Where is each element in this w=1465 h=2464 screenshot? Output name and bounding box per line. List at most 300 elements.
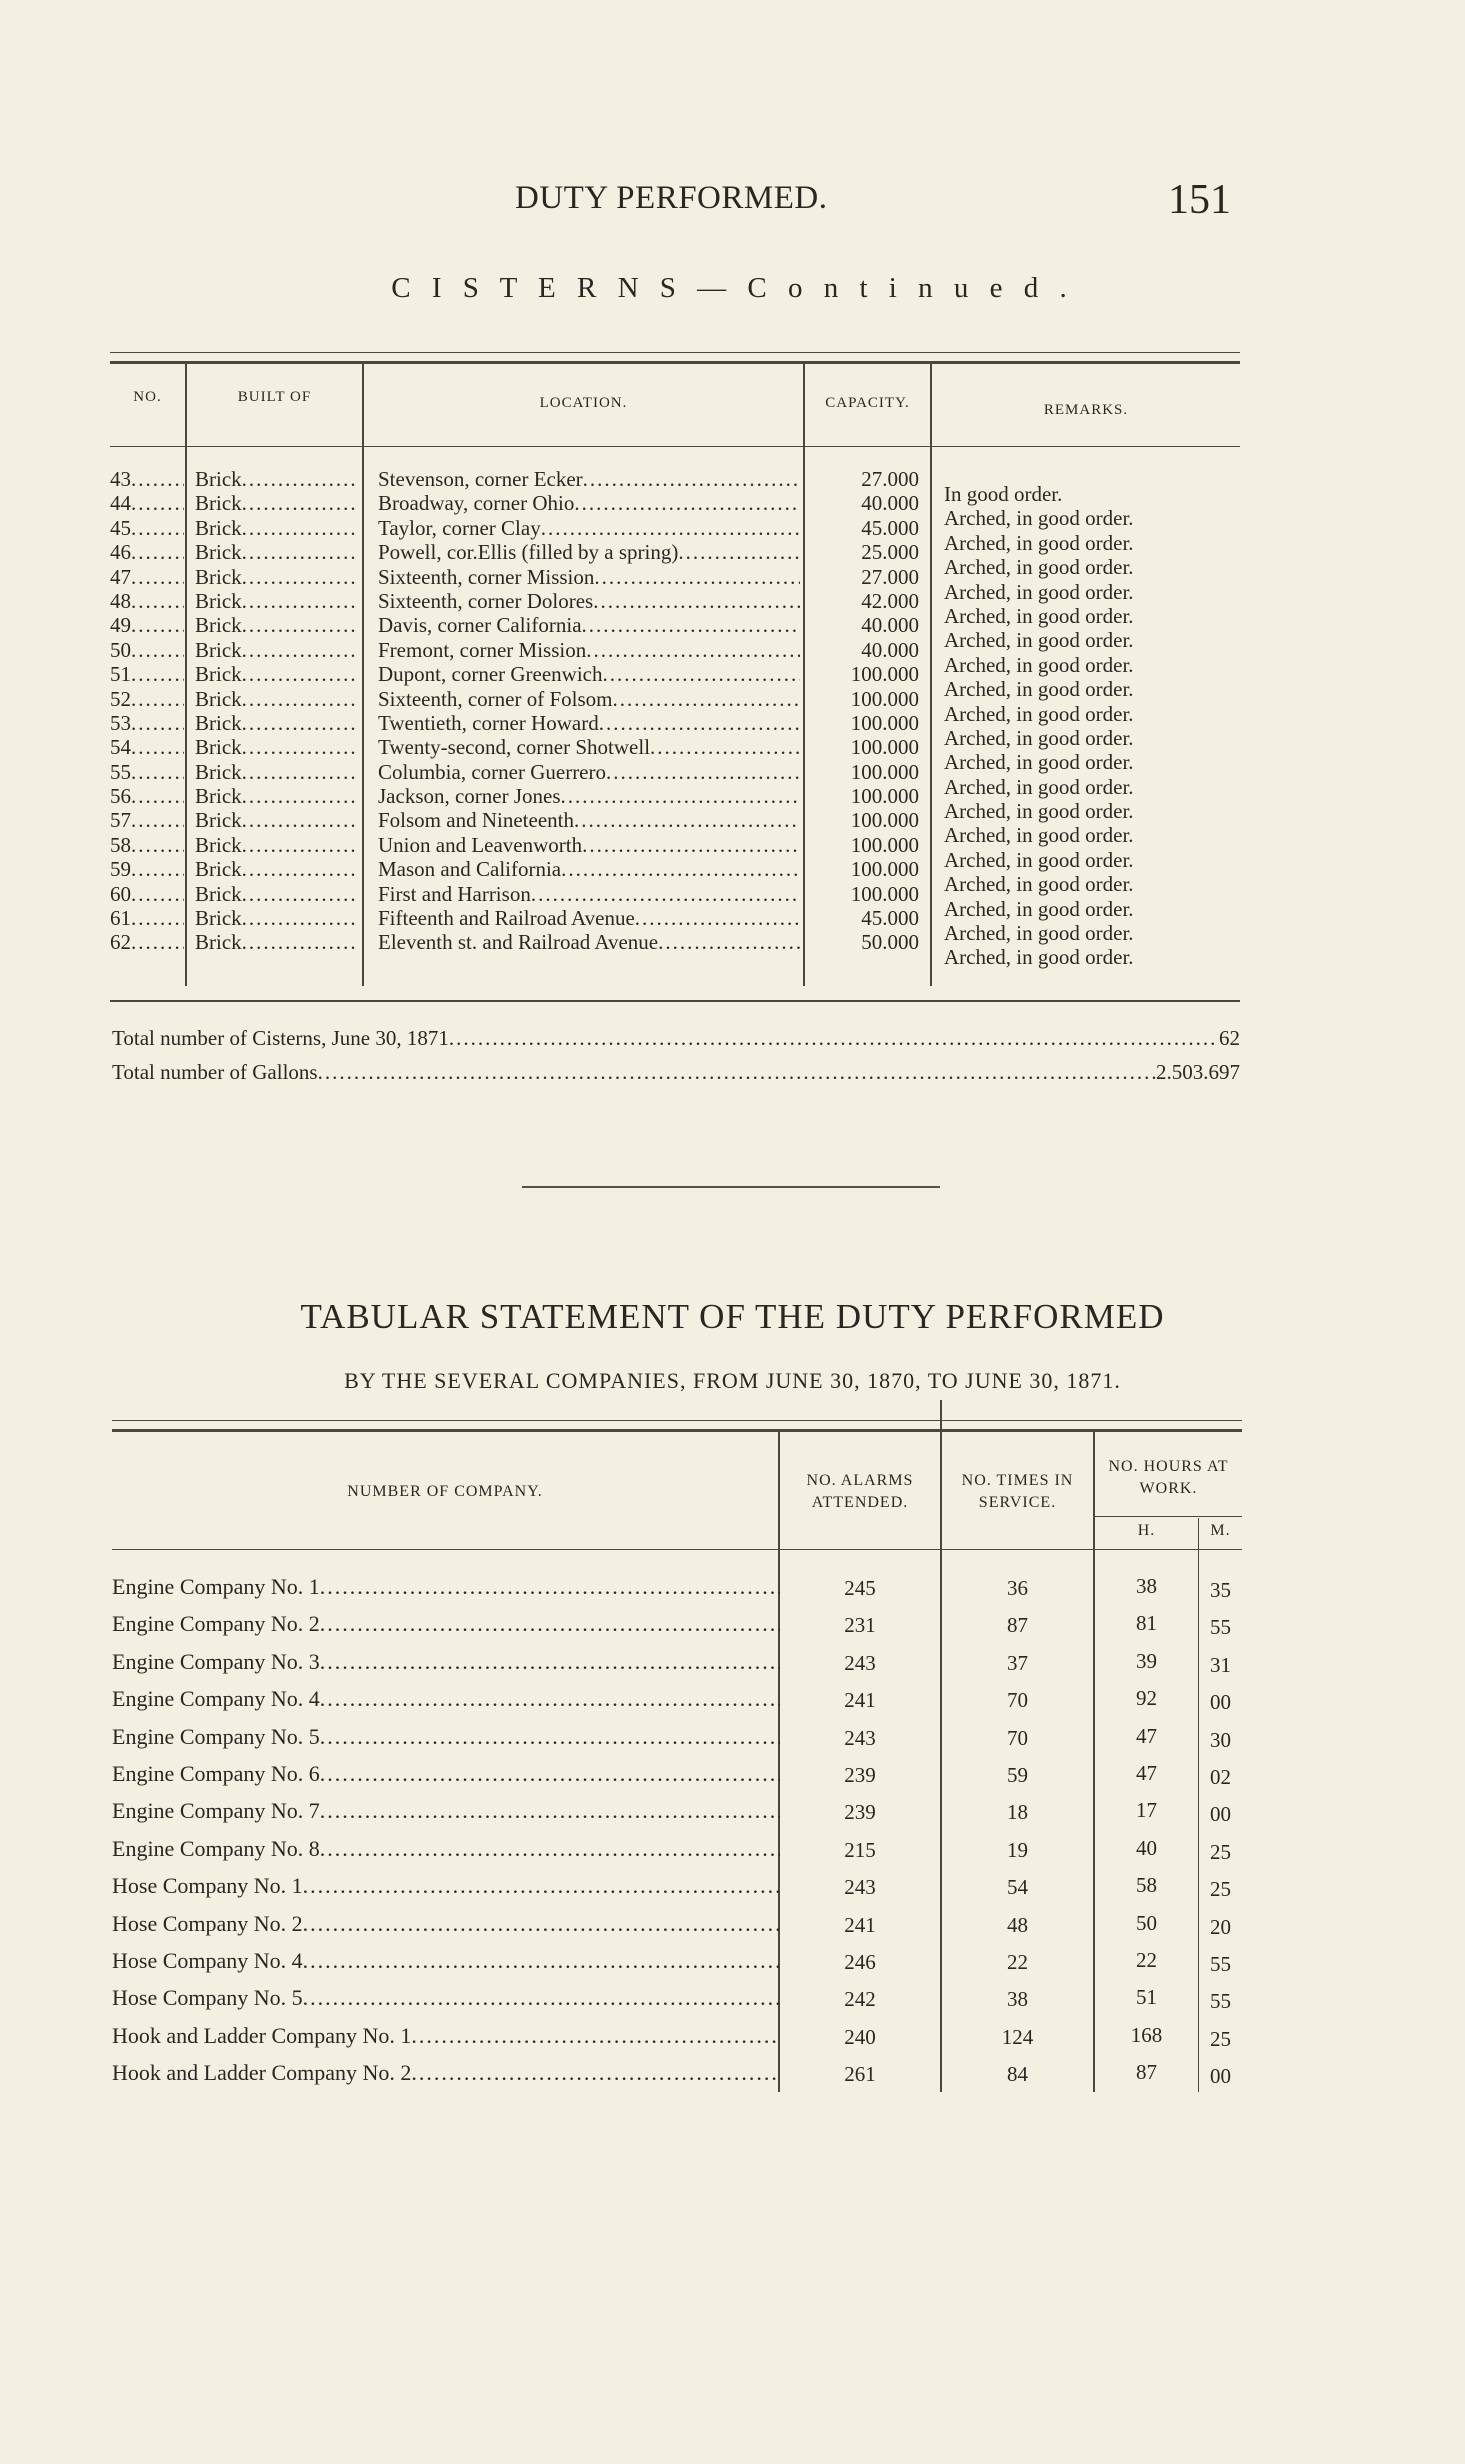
cistern-no-text: 62 bbox=[110, 930, 131, 955]
cistern-built-of bbox=[195, 711, 357, 735]
leader-dots bbox=[131, 882, 184, 906]
leader-dots bbox=[131, 857, 184, 881]
table-rule bbox=[110, 352, 1240, 353]
company-name bbox=[112, 1643, 780, 1680]
cistern-no bbox=[110, 638, 184, 662]
alarms-column bbox=[780, 1570, 940, 2093]
running-head-title: DUTY PERFORMED. bbox=[515, 180, 828, 216]
cistern-no bbox=[110, 613, 184, 637]
hours-at-work: 87 bbox=[1136, 2060, 1157, 2085]
hours-column bbox=[1095, 1568, 1198, 2091]
company-name-text: Hose Company No. 5 bbox=[112, 1985, 303, 2011]
header-company: NUMBER OF COMPANY. bbox=[347, 1483, 543, 1500]
cistern-capacity: 100.000 bbox=[850, 881, 919, 906]
leader-dots bbox=[320, 1680, 780, 1717]
company-name bbox=[112, 1718, 780, 1755]
table-rule bbox=[1095, 1516, 1242, 1517]
minutes-at-work: 00 bbox=[1210, 2064, 1231, 2089]
company-name bbox=[112, 2054, 780, 2091]
cistern-no bbox=[110, 882, 184, 906]
cistern-built-of-text: Brick bbox=[195, 564, 242, 589]
duty-title: TABULAR STATEMENT OF THE DUTY PERFORMED bbox=[300, 1297, 1165, 1336]
cistern-no-text: 50 bbox=[110, 637, 131, 662]
cistern-location bbox=[378, 540, 800, 564]
leader-dots bbox=[242, 808, 357, 832]
leader-dots bbox=[131, 491, 184, 515]
leader-dots bbox=[131, 735, 184, 759]
hours-at-work: 38 bbox=[1136, 1574, 1157, 1598]
company-name-text: Hose Company No. 1 bbox=[112, 1873, 303, 1899]
cistern-remarks: Arched, in good order. bbox=[944, 823, 1134, 848]
minutes-at-work: 55 bbox=[1210, 1951, 1231, 1976]
leader-dots bbox=[242, 930, 357, 954]
hours-at-work: 40 bbox=[1136, 1835, 1157, 1860]
leader-dots bbox=[318, 1060, 1156, 1085]
leader-dots bbox=[242, 735, 357, 759]
built-of-column bbox=[195, 467, 357, 955]
cistern-remarks: Arched, in good order. bbox=[944, 725, 1134, 750]
leader-dots bbox=[603, 662, 801, 686]
cistern-capacity: 100.000 bbox=[850, 759, 919, 784]
cistern-built-of-text: Brick bbox=[195, 467, 242, 491]
leader-dots bbox=[131, 711, 184, 735]
header-capacity: CAPACITY. bbox=[825, 395, 910, 411]
cistern-capacity: 40.000 bbox=[861, 613, 919, 638]
cistern-built-of bbox=[195, 467, 357, 491]
company-name bbox=[112, 1905, 780, 1942]
cistern-no bbox=[110, 857, 184, 881]
cistern-location-text: Powell, cor.Ellis (filled by a spring) bbox=[378, 540, 679, 565]
company-name-text: Hose Company No. 2 bbox=[112, 1910, 303, 1936]
cistern-built-of-text: Brick bbox=[195, 613, 242, 638]
times-in-service: 84 bbox=[1007, 2062, 1028, 2087]
location-column bbox=[378, 467, 800, 955]
company-name-text: Engine Company No. 2 bbox=[112, 1611, 320, 1637]
header-no: NO. bbox=[133, 389, 162, 405]
leader-dots bbox=[242, 638, 357, 662]
column-rule bbox=[803, 362, 805, 986]
leader-dots bbox=[131, 516, 184, 540]
cistern-no bbox=[110, 516, 184, 540]
table-rule bbox=[110, 361, 1240, 364]
header-hours: NO. HOURS AT WORK. bbox=[1108, 1458, 1229, 1497]
leader-dots bbox=[574, 491, 800, 515]
cistern-built-of bbox=[195, 638, 357, 662]
leader-dots bbox=[131, 467, 184, 491]
cistern-built-of-text: Brick bbox=[195, 808, 242, 833]
cistern-built-of bbox=[195, 613, 357, 637]
leader-dots bbox=[606, 760, 800, 784]
minutes-at-work: 00 bbox=[1210, 1690, 1231, 1715]
cistern-built-of-text: Brick bbox=[195, 686, 242, 711]
cistern-location bbox=[378, 906, 800, 930]
leader-dots bbox=[586, 638, 800, 662]
cistern-built-of-text: Brick bbox=[195, 906, 242, 931]
header-alarms: NO. ALARMS ATTENDED. bbox=[806, 1472, 914, 1511]
cistern-remarks: Arched, in good order. bbox=[944, 652, 1134, 677]
cistern-remarks: Arched, in good order. bbox=[944, 847, 1134, 872]
cistern-remarks: Arched, in good order. bbox=[944, 555, 1134, 580]
cistern-capacity: 42.000 bbox=[861, 588, 919, 613]
cistern-location bbox=[378, 857, 800, 881]
cistern-location-text: Sixteenth, corner of Folsom bbox=[378, 686, 613, 711]
cistern-built-of bbox=[195, 760, 357, 784]
hours-at-work: 17 bbox=[1136, 1798, 1157, 1823]
company-name bbox=[112, 1605, 780, 1642]
leader-dots bbox=[242, 906, 357, 930]
alarms-attended: 246 bbox=[844, 1949, 876, 1974]
leader-dots bbox=[593, 589, 800, 613]
cistern-no bbox=[110, 589, 184, 613]
leader-dots bbox=[658, 930, 800, 954]
times-in-service: 48 bbox=[1007, 1912, 1028, 1937]
cistern-built-of-text: Brick bbox=[195, 832, 242, 857]
cistern-capacity: 100.000 bbox=[850, 808, 919, 833]
hours-at-work: 22 bbox=[1136, 1947, 1157, 1972]
leader-dots bbox=[242, 467, 357, 491]
leader-dots bbox=[411, 2017, 780, 2054]
cistern-no bbox=[110, 906, 184, 930]
cistern-location-text: Sixteenth, corner Dolores bbox=[378, 588, 594, 613]
cistern-remarks: Arched, in good order. bbox=[944, 750, 1134, 775]
leader-dots bbox=[320, 1755, 780, 1792]
cistern-built-of-text: Brick bbox=[195, 540, 242, 565]
leader-dots bbox=[320, 1792, 780, 1829]
cistern-location-text: Folsom and Nineteenth bbox=[378, 808, 574, 833]
leader-dots bbox=[242, 516, 357, 540]
table-rule bbox=[112, 1429, 1242, 1432]
cistern-built-of bbox=[195, 662, 357, 686]
times-in-service: 36 bbox=[1007, 1576, 1028, 1600]
cistern-no bbox=[110, 565, 184, 589]
total-cisterns-value: 62 bbox=[1219, 1026, 1240, 1050]
total-cisterns bbox=[112, 1026, 1240, 1051]
company-name-text: Engine Company No. 8 bbox=[112, 1835, 320, 1861]
section-divider bbox=[522, 1186, 940, 1188]
cistern-remarks: Arched, in good order. bbox=[944, 921, 1134, 946]
cistern-built-of bbox=[195, 491, 357, 515]
cistern-no bbox=[110, 784, 184, 808]
table-rule bbox=[112, 1420, 1242, 1421]
column-rule bbox=[930, 362, 932, 986]
leader-dots bbox=[320, 1568, 780, 1605]
alarms-attended: 243 bbox=[844, 1875, 876, 1900]
duty-subtitle: BY THE SEVERAL COMPANIES, FROM JUNE 30, 1870, TO JUNE 30, 1871. bbox=[344, 1368, 1121, 1393]
leader-dots bbox=[131, 638, 184, 662]
leader-dots bbox=[242, 491, 357, 515]
company-name bbox=[112, 1568, 780, 1605]
cistern-remarks: Arched, in good order. bbox=[944, 506, 1134, 531]
alarms-attended: 239 bbox=[844, 1800, 876, 1825]
cistern-no bbox=[110, 662, 184, 686]
leader-dots bbox=[131, 589, 184, 613]
leader-dots bbox=[131, 565, 184, 589]
leader-dots bbox=[131, 833, 184, 857]
company-name bbox=[112, 1680, 780, 1717]
cistern-no bbox=[110, 930, 184, 954]
cistern-location bbox=[378, 882, 800, 906]
cistern-location-text: Stevenson, corner Ecker bbox=[378, 467, 583, 491]
times-in-service: 87 bbox=[1007, 1613, 1028, 1638]
leader-dots bbox=[531, 882, 800, 906]
cistern-no-text: 56 bbox=[110, 784, 131, 809]
cistern-no-text: 53 bbox=[110, 710, 131, 735]
alarms-attended: 239 bbox=[844, 1762, 876, 1787]
cistern-capacity: 100.000 bbox=[850, 857, 919, 882]
cistern-built-of bbox=[195, 589, 357, 613]
cistern-capacity: 100.000 bbox=[850, 686, 919, 711]
cistern-location-text: Fifteenth and Railroad Avenue bbox=[378, 906, 635, 931]
leader-dots bbox=[303, 1905, 780, 1942]
cistern-location-text: Jackson, corner Jones bbox=[378, 784, 561, 809]
leader-dots bbox=[242, 711, 357, 735]
cistern-built-of bbox=[195, 516, 357, 540]
company-name-text: Hook and Ladder Company No. 1 bbox=[112, 2022, 412, 2048]
cistern-location-text: Taylor, corner Clay bbox=[378, 515, 541, 540]
leader-dots bbox=[449, 1026, 1219, 1051]
leader-dots bbox=[131, 687, 184, 711]
hours-at-work: 168 bbox=[1130, 2022, 1163, 2047]
column-rule bbox=[362, 362, 364, 986]
company-name-text: Engine Company No. 4 bbox=[112, 1686, 320, 1712]
cistern-built-of-text: Brick bbox=[195, 710, 242, 735]
company-name-text: Engine Company No. 7 bbox=[112, 1798, 320, 1824]
cistern-no bbox=[110, 808, 184, 832]
cistern-capacity: 27.000 bbox=[861, 467, 919, 491]
header-location: LOCATION. bbox=[539, 395, 628, 411]
times-in-service: 124 bbox=[1001, 2024, 1034, 2049]
leader-dots bbox=[242, 760, 357, 784]
cistern-built-of-text: Brick bbox=[195, 857, 242, 882]
cistern-location-text: Twentieth, corner Howard bbox=[378, 710, 599, 735]
cistern-capacity: 100.000 bbox=[850, 662, 919, 687]
leader-dots bbox=[131, 662, 184, 686]
cistern-built-of bbox=[195, 833, 357, 857]
leader-dots bbox=[131, 808, 184, 832]
leader-dots bbox=[242, 589, 357, 613]
cistern-built-of bbox=[195, 808, 357, 832]
leader-dots bbox=[242, 662, 357, 686]
total-cisterns-label: Total number of Cisterns, June 30, 1871 bbox=[112, 1026, 449, 1050]
minutes-at-work: 31 bbox=[1210, 1652, 1231, 1677]
leader-dots bbox=[303, 1942, 780, 1979]
cistern-location bbox=[378, 516, 800, 540]
cistern-location bbox=[378, 760, 800, 784]
leader-dots bbox=[541, 516, 800, 540]
leader-dots bbox=[303, 1867, 780, 1904]
cistern-built-of-text: Brick bbox=[195, 735, 242, 760]
cistern-no-text: 54 bbox=[110, 735, 131, 760]
total-gallons-label: Total number of Gallons bbox=[112, 1060, 318, 1084]
cistern-built-of bbox=[195, 784, 357, 808]
times-in-service: 22 bbox=[1007, 1949, 1028, 1974]
cistern-built-of bbox=[195, 882, 357, 906]
cistern-location bbox=[378, 467, 800, 491]
cistern-location-text: Sixteenth, corner Mission bbox=[378, 564, 595, 589]
cistern-remarks: Arched, in good order. bbox=[944, 530, 1134, 555]
minutes-at-work: 02 bbox=[1210, 1764, 1231, 1789]
minutes-at-work: 00 bbox=[1210, 1802, 1231, 1827]
minutes-column bbox=[1199, 1572, 1242, 2095]
cistern-capacity: 100.000 bbox=[850, 832, 919, 857]
cistern-no bbox=[110, 467, 184, 491]
leader-dots bbox=[582, 833, 800, 857]
cistern-no bbox=[110, 711, 184, 735]
cistern-built-of bbox=[195, 540, 357, 564]
header-m: M. bbox=[1210, 1522, 1231, 1539]
header-times: NO. TIMES IN SERVICE. bbox=[961, 1472, 1074, 1511]
cistern-capacity: 25.000 bbox=[861, 540, 919, 565]
leader-dots bbox=[561, 857, 800, 881]
leader-dots bbox=[612, 687, 800, 711]
table-rule bbox=[110, 1000, 1240, 1002]
leader-dots bbox=[242, 857, 357, 881]
company-name bbox=[112, 2017, 780, 2054]
cistern-location-text: Eleventh st. and Railroad Avenue bbox=[378, 930, 659, 955]
leader-dots bbox=[561, 784, 800, 808]
minutes-at-work: 20 bbox=[1210, 1914, 1231, 1939]
cistern-location bbox=[378, 565, 800, 589]
alarms-attended: 231 bbox=[844, 1613, 876, 1638]
cistern-capacity: 100.000 bbox=[850, 735, 919, 760]
cistern-remarks: Arched, in good order. bbox=[944, 701, 1134, 726]
cistern-remarks: Arched, in good order. bbox=[944, 872, 1134, 897]
minutes-at-work: 25 bbox=[1210, 1877, 1231, 1902]
leader-dots bbox=[583, 467, 800, 491]
leader-dots bbox=[242, 565, 357, 589]
cistern-location-text: Mason and California bbox=[378, 857, 562, 882]
company-name-text: Engine Company No. 3 bbox=[112, 1648, 320, 1674]
no-column bbox=[110, 467, 184, 955]
column-rule bbox=[185, 362, 187, 986]
cistern-location bbox=[378, 662, 800, 686]
cistern-built-of bbox=[195, 857, 357, 881]
cistern-built-of-text: Brick bbox=[195, 491, 242, 516]
cistern-location-text: Broadway, corner Ohio bbox=[378, 491, 575, 516]
total-gallons bbox=[112, 1060, 1240, 1085]
page-number: 151 bbox=[1168, 177, 1231, 223]
cistern-capacity: 45.000 bbox=[861, 906, 919, 931]
leader-dots bbox=[131, 760, 184, 784]
cistern-no-text: 44 bbox=[110, 491, 131, 516]
cistern-location-text: Dupont, corner Greenwich bbox=[378, 662, 603, 687]
cistern-no-text: 60 bbox=[110, 881, 131, 906]
leader-dots bbox=[320, 1830, 780, 1867]
times-in-service: 70 bbox=[1007, 1688, 1028, 1713]
cistern-capacity: 100.000 bbox=[850, 710, 919, 735]
cistern-location-text: Union and Leavenworth bbox=[378, 832, 583, 857]
cistern-built-of-text: Brick bbox=[195, 637, 242, 662]
cistern-built-of-text: Brick bbox=[195, 588, 242, 613]
alarms-attended: 241 bbox=[844, 1912, 876, 1937]
hours-at-work: 81 bbox=[1136, 1611, 1157, 1636]
alarms-attended: 243 bbox=[844, 1650, 876, 1675]
hours-at-work: 51 bbox=[1136, 1985, 1157, 2010]
cistern-no-text: 45 bbox=[110, 515, 131, 540]
cistern-location-text: Columbia, corner Guerrero bbox=[378, 759, 606, 784]
cisterns-title: C I S T E R N S — C o n t i n u e d . bbox=[391, 272, 1074, 304]
cistern-capacity: 40.000 bbox=[861, 637, 919, 662]
running-head bbox=[0, 176, 1465, 236]
cistern-location bbox=[378, 784, 800, 808]
leader-dots bbox=[131, 540, 184, 564]
cistern-no-text: 61 bbox=[110, 906, 131, 931]
leader-dots bbox=[320, 1643, 780, 1680]
leader-dots bbox=[242, 687, 357, 711]
alarms-attended: 240 bbox=[844, 2024, 876, 2049]
alarms-attended: 215 bbox=[844, 1837, 876, 1862]
cistern-remarks: Arched, in good order. bbox=[944, 799, 1134, 824]
cistern-no-text: 46 bbox=[110, 540, 131, 565]
capacity-column bbox=[806, 467, 919, 955]
leader-dots bbox=[411, 2054, 780, 2091]
cistern-location bbox=[378, 491, 800, 515]
cistern-location bbox=[378, 735, 800, 759]
hours-at-work: 92 bbox=[1136, 1686, 1157, 1711]
cistern-no-text: 52 bbox=[110, 686, 131, 711]
cistern-built-of-text: Brick bbox=[195, 784, 242, 809]
leader-dots bbox=[594, 565, 800, 589]
remarks-column bbox=[944, 482, 1240, 970]
leader-dots bbox=[131, 906, 184, 930]
minutes-at-work: 55 bbox=[1210, 1989, 1231, 2014]
cistern-no-text: 51 bbox=[110, 662, 131, 687]
alarms-attended: 245 bbox=[844, 1576, 876, 1600]
company-name bbox=[112, 1755, 780, 1792]
minutes-at-work: 25 bbox=[1210, 2026, 1231, 2051]
leader-dots bbox=[574, 808, 800, 832]
cistern-built-of-text: Brick bbox=[195, 881, 242, 906]
cistern-remarks: Arched, in good order. bbox=[944, 896, 1134, 921]
times-in-service: 54 bbox=[1007, 1875, 1028, 1900]
cistern-no bbox=[110, 491, 184, 515]
times-in-service: 37 bbox=[1007, 1650, 1028, 1675]
cistern-remarks: In good order. bbox=[944, 482, 1063, 506]
cistern-remarks: Arched, in good order. bbox=[944, 603, 1134, 628]
leader-dots bbox=[131, 930, 184, 954]
cistern-capacity: 45.000 bbox=[861, 515, 919, 540]
cistern-location bbox=[378, 711, 800, 735]
hours-at-work: 47 bbox=[1136, 1723, 1157, 1748]
alarms-attended: 261 bbox=[844, 2062, 876, 2087]
company-name-text: Engine Company No. 6 bbox=[112, 1760, 320, 1786]
hours-at-work: 39 bbox=[1136, 1648, 1157, 1673]
minutes-at-work: 30 bbox=[1210, 1727, 1231, 1752]
cistern-remarks: Arched, in good order. bbox=[944, 579, 1134, 604]
company-name bbox=[112, 1830, 780, 1867]
hours-at-work: 47 bbox=[1136, 1760, 1157, 1785]
company-name bbox=[112, 1942, 780, 1979]
leader-dots bbox=[635, 906, 800, 930]
cistern-location bbox=[378, 613, 800, 637]
cistern-no-text: 49 bbox=[110, 613, 131, 638]
cistern-location-text: Davis, corner California bbox=[378, 613, 582, 638]
cistern-location-text: Fremont, corner Mission bbox=[378, 637, 587, 662]
alarms-attended: 243 bbox=[844, 1725, 876, 1750]
hours-at-work: 50 bbox=[1136, 1910, 1157, 1935]
cistern-no bbox=[110, 735, 184, 759]
cistern-built-of-text: Brick bbox=[195, 515, 242, 540]
company-name-text: Hose Company No. 4 bbox=[112, 1947, 303, 1973]
leader-dots bbox=[242, 833, 357, 857]
cistern-built-of bbox=[195, 735, 357, 759]
leader-dots bbox=[320, 1605, 780, 1642]
cistern-location bbox=[378, 687, 800, 711]
cistern-built-of-text: Brick bbox=[195, 930, 242, 955]
cistern-no-text: 55 bbox=[110, 759, 131, 784]
cistern-built-of bbox=[195, 565, 357, 589]
cistern-no bbox=[110, 760, 184, 784]
